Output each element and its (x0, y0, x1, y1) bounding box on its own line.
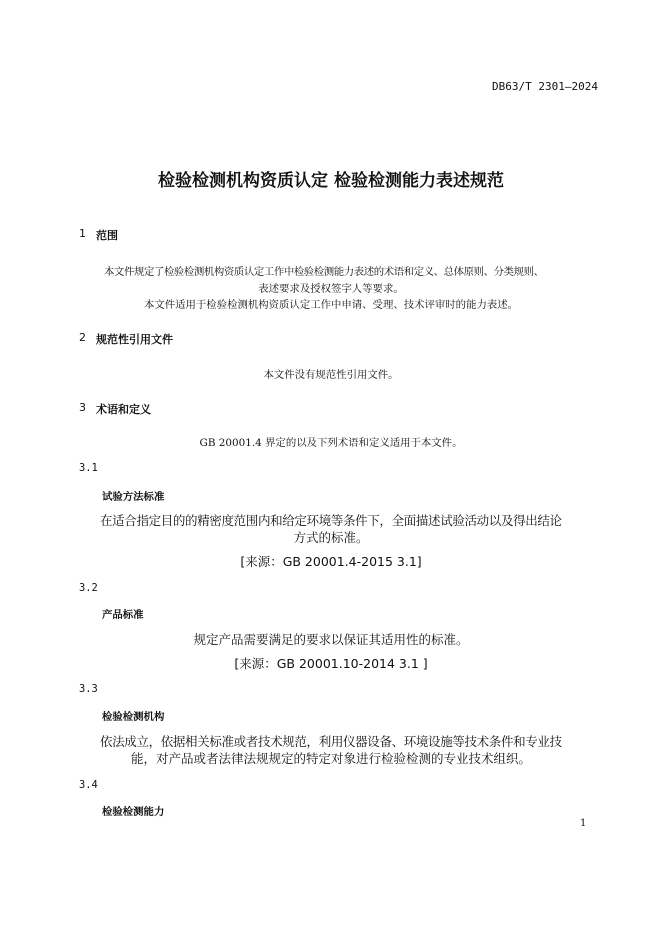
section-2-heading: 规范性引用文件 (96, 333, 173, 346)
section-2-number: 2 (79, 331, 86, 344)
term-name: 产品标准 (102, 609, 144, 621)
term-name: 试验方法标准 (102, 491, 165, 503)
term-definition-line-1: 依法成立，依据相关标准或者技术规范，利用仪器设备、环境设施等技术条件和专业技 (100, 734, 562, 749)
term-source: [来源：GB 20001.4-2015 3.1] (240, 554, 422, 569)
term-definition-line-2: 能，对产品或者法律法规规定的特定对象进行检验检测的专业技术组织。 (130, 751, 531, 766)
term-name: 检验检测机构 (102, 711, 165, 723)
section-1-para-1-line-1: 本文件规定了检验检测机构资质认定工作中检验检测能力表述的术语和定义、总体原则、分类规则、 (104, 266, 544, 278)
document-title: 检验检测机构资质认定 检验检测能力表述规范 (158, 171, 504, 191)
term-number: 3.4 (79, 779, 98, 791)
section-1-heading: 范围 (96, 229, 118, 242)
section-3-intro: GB 20001.4 界定的以及下列术语和定义适用于本文件。 (199, 437, 463, 449)
term-definition-line-1: 规定产品需要满足的要求以保证其适用性的标准。 (193, 632, 469, 647)
term-source: [来源：GB 20001.10-2014 3.1 ] (234, 656, 428, 671)
term-number: 3.1 (79, 462, 98, 474)
term-number: 3.2 (79, 582, 98, 594)
section-1-para-1-line-2: 表述要求及授权签字人等要求。 (258, 283, 404, 295)
page-number: 1 (580, 818, 587, 829)
term-name: 检验检测能力 (102, 806, 165, 818)
section-3-number: 3 (79, 401, 86, 414)
document-code: DB63/T 2301—2024 (492, 80, 598, 93)
term-definition-line-1: 在适合指定目的的精密度范围内和给定环境等条件下，全面描述试验活动以及得出结论 (100, 513, 562, 528)
section-3-heading: 术语和定义 (96, 403, 151, 416)
section-2-text: 本文件没有规范性引用文件。 (263, 369, 399, 381)
term-definition-line-2: 方式的标准。 (293, 530, 369, 545)
section-1-number: 1 (79, 227, 86, 240)
term-number: 3.3 (79, 683, 98, 695)
section-1-para-2: 本文件适用于检验检测机构资质认定工作中申请、受理、技术评审时的能力表述。 (143, 299, 519, 311)
